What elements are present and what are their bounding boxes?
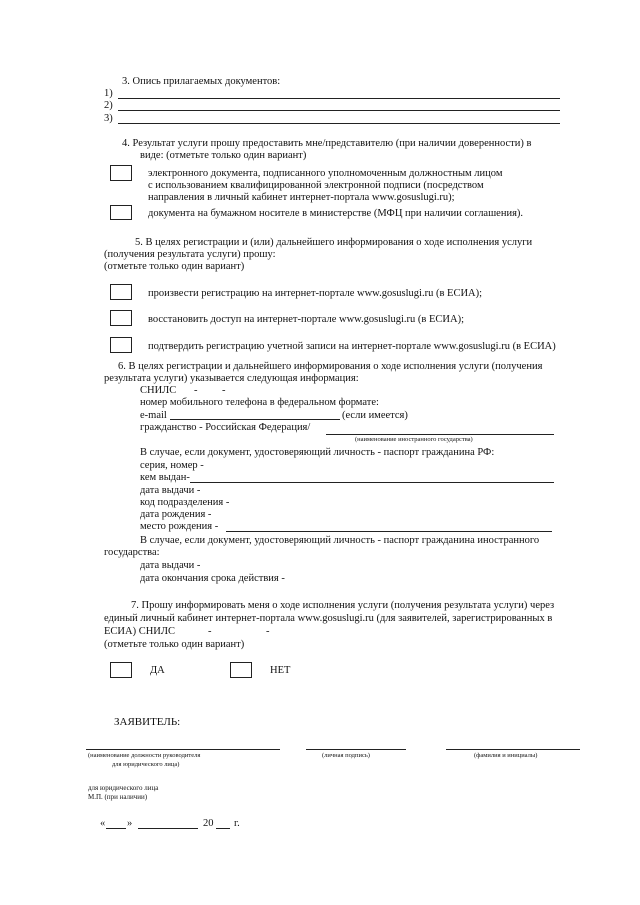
snils-dash: - xyxy=(208,626,212,637)
document-line-3[interactable] xyxy=(118,123,560,124)
section-7-title-line-3: ЕСИА) СНИЛС xyxy=(104,626,175,637)
citizenship-label: гражданство - Российская Федерация/ xyxy=(140,422,311,433)
snils-dash: - xyxy=(194,385,198,396)
snils-dash: - xyxy=(222,385,226,396)
option-confirm-account: подтвердить регистрацию учетной записи на интернет-портале www.gosuslugi.ru (в ЕСИА) xyxy=(148,341,556,352)
section-6-title-line-2: результата услуги) указывается следующая информация: xyxy=(104,373,359,384)
position-caption-line-1: (наименование должности руководителя xyxy=(88,752,201,759)
checkbox-paper-document[interactable] xyxy=(110,205,132,220)
option-electronic-line-1: электронного документа, подписанного уполномоченным должностным лицом xyxy=(148,168,503,179)
applicant-label: ЗАЯВИТЕЛЬ: xyxy=(114,716,181,728)
list-item-number: 2) xyxy=(104,100,113,111)
section-5-title-line-3: (отметьте только один вариант) xyxy=(104,261,245,272)
legal-entity-note: для юридического лица xyxy=(88,784,159,792)
personal-signature-line[interactable] xyxy=(306,749,406,750)
option-paper-document: документа на бумажном носителе в министерстве (МФЦ при наличии соглашения). xyxy=(148,208,524,219)
signature-caption: (личная подпись) xyxy=(322,752,370,759)
option-register: произвести регистрацию на интернет-портале www.gosuslugi.ru (в ЕСИА); xyxy=(148,288,483,299)
date-year-line[interactable] xyxy=(216,828,230,829)
series-number-label: серия, номер - xyxy=(140,460,204,471)
no-label: НЕТ xyxy=(270,665,291,676)
option-electronic-line-2: с использованием квалифицированной электронной подписи (посредством xyxy=(148,180,484,191)
document-line-2[interactable] xyxy=(118,110,560,111)
email-note: (если имеется) xyxy=(342,410,408,421)
position-caption-line-2: для юридического лица) xyxy=(112,761,180,768)
section-5-title-line-2: (получения результата услуги) прошу: xyxy=(104,249,276,260)
checkbox-restore-access[interactable] xyxy=(110,310,132,326)
phone-label: номер мобильного телефона в федеральном формате: xyxy=(140,397,379,408)
checkbox-register[interactable] xyxy=(110,284,132,300)
checkbox-no[interactable] xyxy=(230,662,252,678)
checkbox-yes[interactable] xyxy=(110,662,132,678)
seal-note: М.П. (при наличии) xyxy=(88,793,148,801)
list-item-number: 1) xyxy=(104,88,113,99)
birth-place-label: место рождения - xyxy=(140,521,219,532)
section-4-title-line-2: виде: (отметьте только один вариант) xyxy=(140,150,307,161)
foreign-issue-date-label: дата выдачи - xyxy=(140,560,201,571)
birth-date-label: дата рождения - xyxy=(140,509,212,520)
foreign-passport-heading-line-2: государства: xyxy=(104,547,160,558)
email-label: e-mail xyxy=(140,410,167,421)
issued-by-label: кем выдан- xyxy=(140,472,190,483)
date-close-quote: » xyxy=(127,818,133,829)
issued-by-line[interactable] xyxy=(190,482,554,483)
rf-passport-heading: В случае, если документ, удостоверяющий личность - паспорт гражданина РФ: xyxy=(140,447,495,458)
issue-date-label: дата выдачи - xyxy=(140,485,201,496)
full-name-caption: (фамилия и инициалы) xyxy=(474,752,538,759)
snils-dash: - xyxy=(266,626,270,637)
date-year-prefix: 20 xyxy=(203,818,214,829)
department-code-label: код подразделения - xyxy=(140,497,230,508)
yes-label: ДА xyxy=(150,665,165,676)
email-input-line[interactable] xyxy=(170,419,340,420)
position-signature-line[interactable] xyxy=(86,749,280,750)
foreign-state-caption: (наименование иностранного государства) xyxy=(355,436,473,443)
checkbox-electronic-document[interactable] xyxy=(110,165,132,181)
date-month-line[interactable] xyxy=(138,828,198,829)
snils-label: СНИЛС xyxy=(140,385,177,396)
option-restore-access: восстановить доступ на интернет-портале www.gosuslugi.ru (в ЕСИА); xyxy=(148,314,465,325)
list-item-number: 3) xyxy=(104,113,113,124)
section-3-title: 3. Опись прилагаемых документов: xyxy=(122,76,281,87)
checkbox-confirm-account[interactable] xyxy=(110,337,132,353)
section-5-title-line-1: 5. В целях регистрации и (или) дальнейшего информирования о ходе исполнения услуги xyxy=(135,237,533,248)
document-line-1[interactable] xyxy=(118,98,560,99)
section-7-title-line-2: единый личный кабинет интернет-портала www.gosuslugi.ru (для заявителей, зарегистрированных в xyxy=(104,613,553,624)
date-open-quote: « xyxy=(100,818,106,829)
section-6-title-line-1: 6. В целях регистрации и дальнейшего информирования о ходе исполнения услуги (получения xyxy=(118,361,543,372)
birth-place-line[interactable] xyxy=(226,531,552,532)
full-name-line[interactable] xyxy=(446,749,580,750)
section-7-title-line-1: 7. Прошу информировать меня о ходе исполнения услуги (получения результата услуги) через xyxy=(131,600,555,611)
date-year-suffix: г. xyxy=(234,818,240,829)
foreign-state-line[interactable] xyxy=(326,434,554,435)
foreign-passport-heading-line-1: В случае, если документ, удостоверяющий личность - паспорт гражданина иностранного xyxy=(140,535,540,546)
section-7-title-line-4: (отметьте только один вариант) xyxy=(104,639,245,650)
date-day-line[interactable] xyxy=(106,828,126,829)
section-4-title-line-1: 4. Результат услуги прошу предоставить мне/представителю (при наличии доверенности) в xyxy=(122,138,532,149)
foreign-expiry-label: дата окончания срока действия - xyxy=(140,573,285,584)
option-electronic-line-3: направления в личный кабинет интернет-портала www.gosuslugi.ru); xyxy=(148,192,455,203)
